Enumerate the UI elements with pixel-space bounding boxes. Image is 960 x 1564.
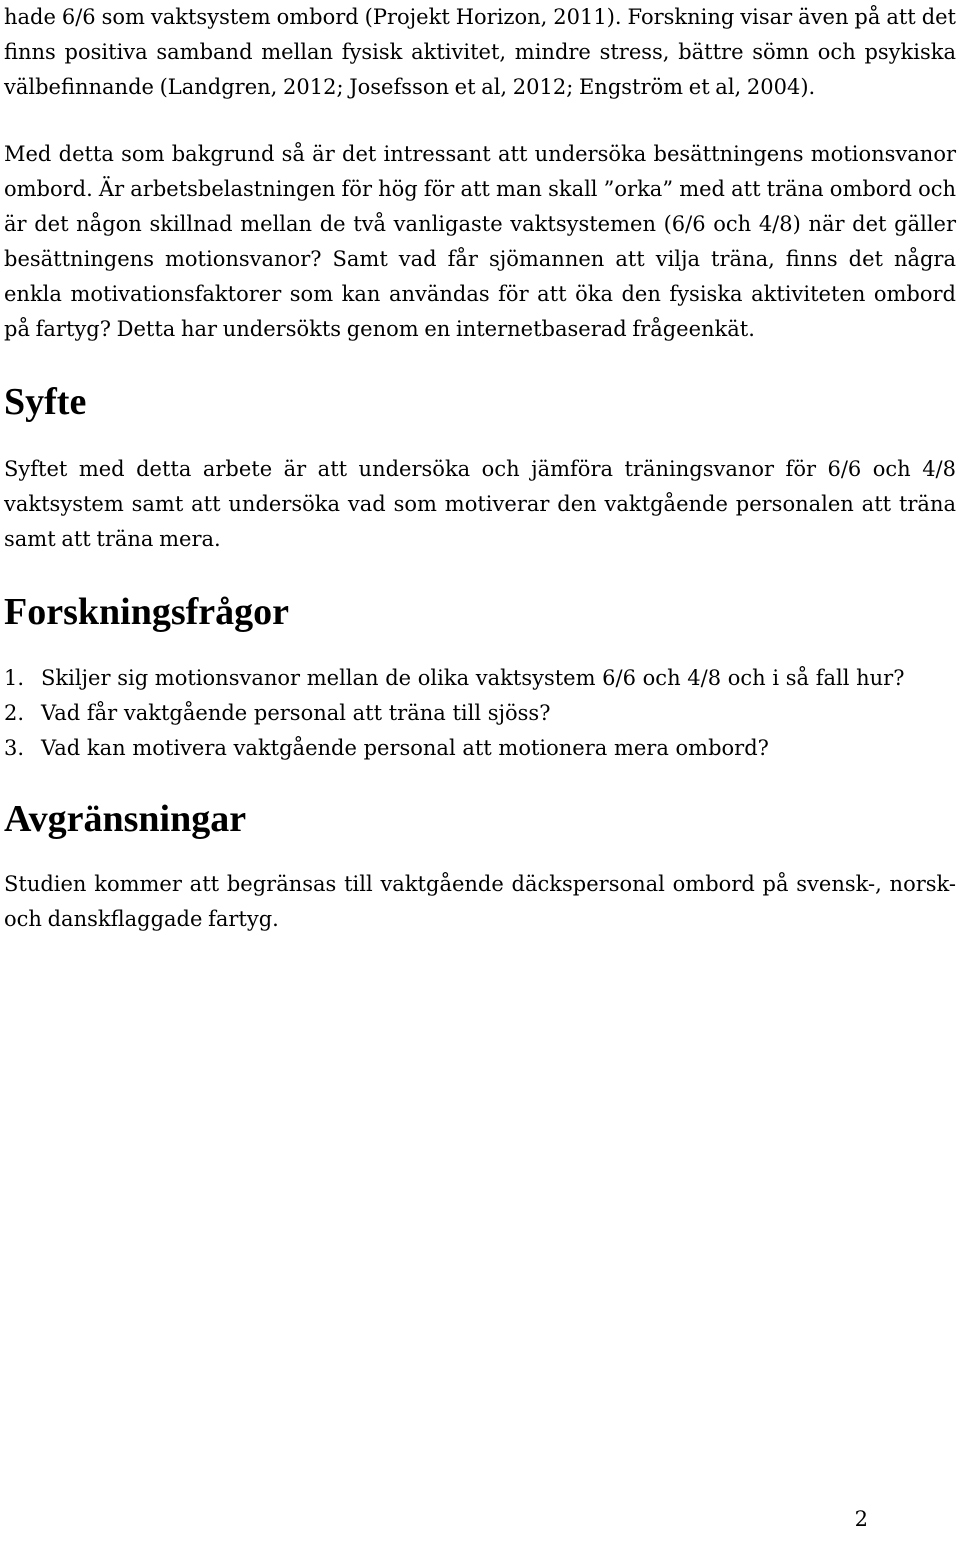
list-item-text: Skiljer sig motionsvanor mellan de olika vaktsystem 6/6 och 4/8 och i så fall hur?	[41, 666, 905, 690]
list-item	[4, 731, 956, 766]
list-item-number: 3.	[4, 736, 25, 760]
section-heading-forskningsfragor: Forskningsfrågor	[4, 591, 289, 633]
list-item-number: 1.	[4, 666, 25, 690]
page-number: 2	[854, 1507, 868, 1531]
document-page	[4, 0, 956, 937]
syfte-paragraph: Syftet med detta arbete är att undersöka och jämföra träningsvanor för 6/6 och 4/8 vaktsystem samt att undersöka vad som motiverar den vaktgående personalen att träna samt att träna mera.	[4, 457, 956, 551]
background-paragraph: Med detta som bakgrund så är det intressant att undersöka besättningens motionsvanor ombord. Är arbetsbelastningen för hög för att man skall ”orka” med att träna ombord och är det någon skillnad mellan de två vanligaste vaktsystemen (6/6 och 4/8) när det gäller besättningens motionsvanor? Samt vad får sjömannen att vilja träna, finns det några enkla motivationsfaktorer som kan användas för att öka den fysiska aktiviteten ombord på fartyg? Detta har undersökts genom en internetbaserad frågeenkät.	[4, 142, 956, 341]
list-item-number: 2.	[4, 701, 25, 725]
avgransningar-paragraph: Studien kommer att begränsas till vaktgående däckspersonal ombord på svensk-, norsk- och danskflaggade fartyg.	[4, 872, 956, 931]
section-heading-syfte: Syfte	[4, 381, 87, 423]
intro-paragraph: hade 6/6 som vaktsystem ombord (Projekt Horizon, 2011). Forskning visar även på att det finns positiva samband mellan fysisk aktivitet, mindre stress, bättre sömn och psykiska välbefinnande (Landgren, 2012; Josefsson et al, 2012; Engström et al, 2004).	[4, 5, 956, 99]
list-item-text: Vad kan motivera vaktgående personal att motionera mera ombord?	[41, 736, 769, 760]
list-item	[4, 661, 956, 696]
list-item	[4, 696, 956, 731]
research-questions-list	[4, 661, 956, 766]
list-item-text: Vad får vaktgående personal att träna till sjöss?	[41, 701, 551, 725]
section-heading-avgransningar: Avgränsningar	[4, 798, 247, 840]
